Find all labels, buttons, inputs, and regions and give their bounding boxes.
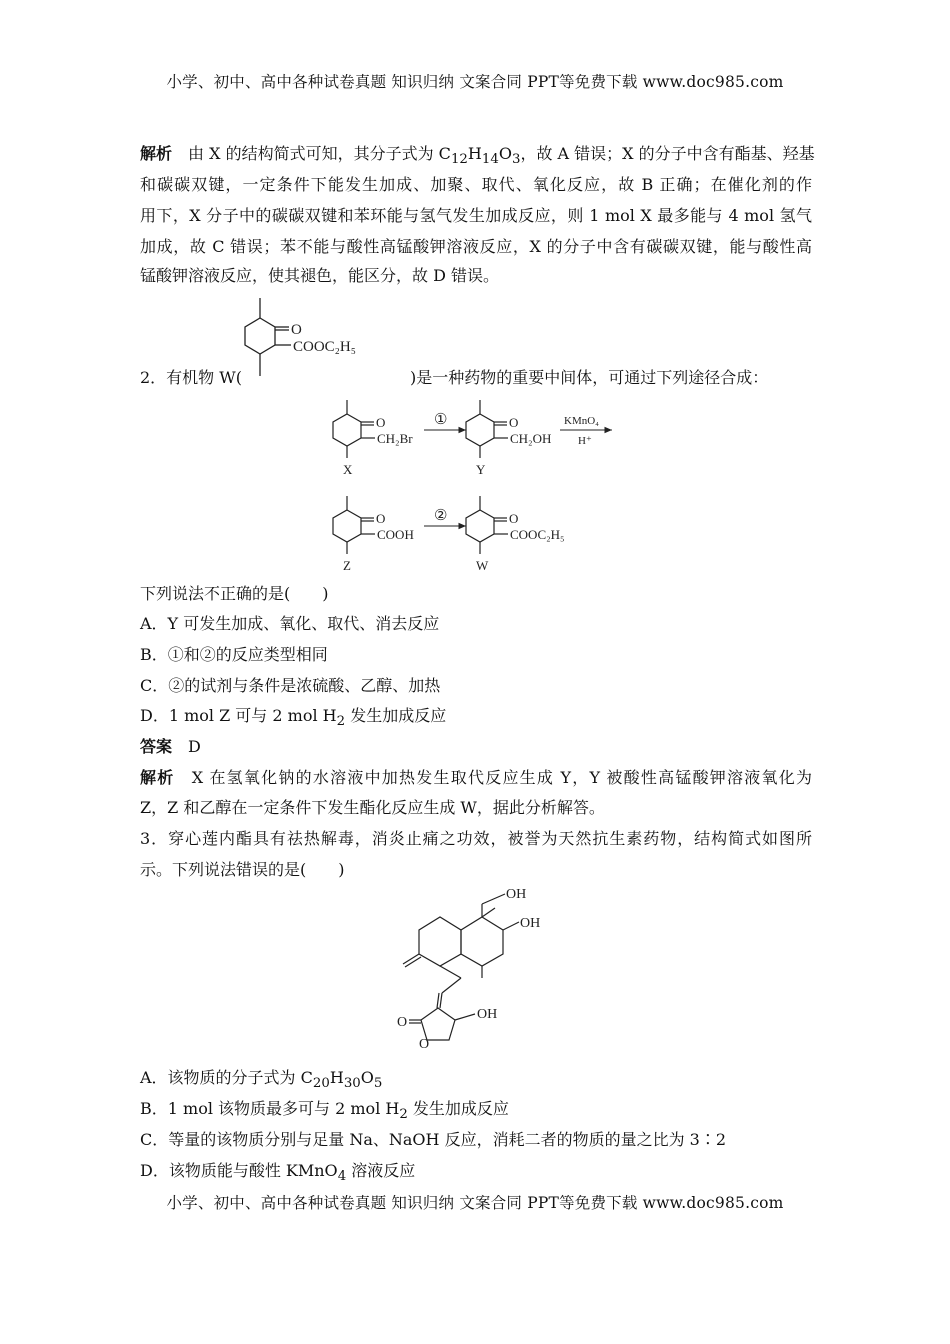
- q2-stem: 2．有机物 W( )是一种药物的重要中间体，可通过下列途径合成：: [140, 368, 769, 387]
- svg-text:O: O: [509, 511, 519, 526]
- q2-prompt: 下列说法不正确的是( ): [140, 584, 329, 603]
- q3-option-a: A．该物质的分子式为 $C_{20}H_{30}O_5$: [140, 1068, 383, 1092]
- svg-text:O: O: [376, 415, 386, 430]
- reagent-kmno4: KMnO₄: [564, 415, 600, 427]
- y-substituent: CH₂OH: [510, 431, 552, 446]
- q2-option-d: D．1 mol Z 可与 2 mol $H_2$ 发生加成反应: [140, 706, 447, 730]
- compound-w: [466, 496, 508, 554]
- q3-option-c: C．等量的该物质分别与足量 Na、NaOH 反应，消耗二者的物质的量之比为 3∶2: [140, 1130, 727, 1149]
- q3-stem-line2: 示。下列说法错误的是( ): [140, 860, 345, 879]
- q2-option-c: C．②的试剂与条件是浓硫酸、乙醇、加热: [140, 676, 441, 695]
- ring-right: [461, 917, 503, 966]
- page-footer: 小学、初中、高中各种试卷真题 知识归纳 文案合同 PPT等免费下载 www.doc985.com: [166, 1194, 784, 1212]
- q2-analysis-line1: 解析 X 在氢氧化钠的水溶液中加热发生取代反应生成 Y，Y 被酸性高锰酸钾溶液氧化为: [140, 768, 812, 787]
- w-inline-ring: [245, 318, 275, 354]
- page-header: 小学、初中、高中各种试卷真题 知识归纳 文案合同 PPT等免费下载 www.doc985.com: [166, 73, 784, 91]
- answer-label: 答案: [140, 737, 173, 756]
- q3-option-d: D．该物质能与酸性 KMnO$_4$ 溶液反应: [140, 1161, 416, 1185]
- label-w: W: [476, 558, 489, 573]
- analysis1-label: 解析: [140, 144, 173, 163]
- compound-z: [333, 496, 375, 554]
- w-inline-ester: COOC₂H₅: [293, 339, 356, 355]
- compound-x: [333, 400, 375, 458]
- analysis1-line3: 用下，X 分子中的碳碳双键和苯环能与氢气发生加成反应，则 1 mol X 最多能与 4 mol 氢气: [140, 206, 812, 225]
- lactone-ring: [421, 1008, 455, 1040]
- z-substituent: COOH: [377, 527, 414, 542]
- oh-label-2: OH: [520, 916, 541, 931]
- svg-text:O: O: [509, 415, 519, 430]
- ring-o-label: O: [419, 1037, 430, 1052]
- q2-option-b: B．①和②的反应类型相同: [140, 645, 328, 664]
- label-y: Y: [476, 462, 486, 477]
- q3-option-b: B．1 mol 该物质最多可与 2 mol $H_2$ 发生加成反应: [140, 1099, 509, 1123]
- w-substituent: COOC₂H₅: [510, 527, 565, 542]
- ring-left: [419, 917, 461, 966]
- carbonyl-o-label: O: [397, 1015, 408, 1030]
- analysis1-line5: 锰酸钾溶液反应，使其褪色，能区分，故 D 错误。: [140, 266, 500, 285]
- analysis1-line2: 和碳碳双键，一定条件下能发生加成、加聚、取代、氧化反应，故 B 正确；在催化剂的作: [140, 175, 812, 194]
- x-substituent: CH₂Br: [377, 431, 413, 446]
- synthesis-scheme: [320, 392, 660, 582]
- q3-stem-line1: 3．穿心莲内酯具有祛热解毒，消炎止痛之功效，被誉为天然抗生素药物，结构简式如图所: [140, 829, 812, 848]
- answer-value: D: [188, 737, 201, 756]
- w-inline-oxo: O: [291, 322, 302, 338]
- step2-label: ②: [434, 508, 448, 524]
- q2-answer: [140, 737, 812, 757]
- oh-label-1: OH: [506, 887, 527, 902]
- label-x: X: [343, 462, 353, 477]
- step1-label: ①: [434, 412, 448, 428]
- q2-analysis-line2: Z，Z 和乙醇在一定条件下发生酯化反应生成 W，据此分析解答。: [140, 798, 605, 817]
- analysis1-line4: 加成，故 C 错误；苯不能与酸性高锰酸钾溶液反应，X 的分子中含有碳碳双键，能与酸性高: [140, 237, 812, 256]
- q2-option-a: A．Y 可发生加成、氧化、取代、消去反应: [140, 614, 440, 633]
- oh-label-3: OH: [477, 1007, 498, 1022]
- svg-text:O: O: [376, 511, 386, 526]
- reagent-acid: H⁺: [578, 435, 592, 447]
- andrographolide-structure: [395, 880, 565, 1058]
- analysis1-line1: 解析 由 X 的结构简式可知，其分子式为 $C_{12}H_{14}O_3$，故 A 错误；X 的分子中含有酯基、羟基: [140, 144, 815, 168]
- compound-y: [466, 400, 508, 458]
- label-z: Z: [343, 558, 351, 573]
